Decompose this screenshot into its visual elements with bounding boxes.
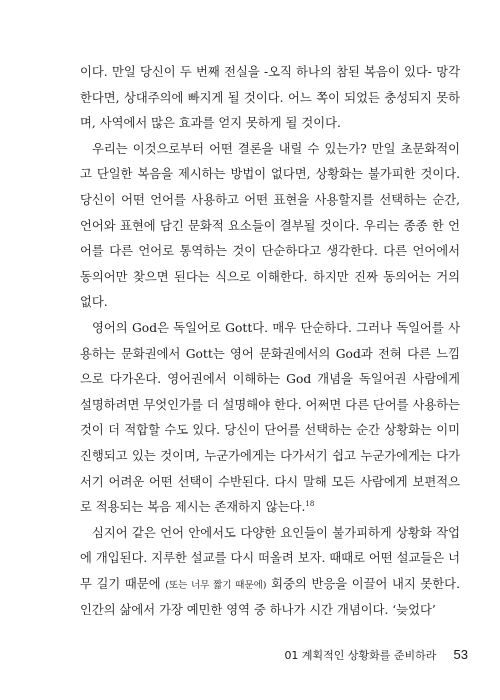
body-text bbox=[80, 60, 460, 624]
paragraph-4 bbox=[80, 521, 460, 624]
paragraph-4-aside: (또는 너무 짧기 때문에) bbox=[165, 579, 267, 591]
chapter-title: 01 계획적인 상황화를 준비하라 bbox=[284, 649, 437, 662]
paragraph-3-text: 영어의 God은 독일어로 Gott다. 매우 단순하다. 그러나 독일어를 사용하는 문화권에서 Gott는 영어 문화권에서의 God과 전혀 다른 느낌으로 다가온다. 영어권에서 이해하는 God 개념을 독일어권 사람에게 설명하려면 무엇인가를 더 설명해야 한다. 어쩌면 다른 단어를 사용하는 것이 더 적합할 수도 있다. 당신이 단어를 선택하는 순간 상황화는 이미 진행되고 있는 것이며, 누군가에게는 다가서기 쉽고 누군가에게는 다가서기 어려운 어떤 선택이 수반된다. 다시 말해 모든 사람에게 보편적으로 적용되는 복음 제시는 존재하지 않는다. bbox=[80, 320, 460, 515]
page-footer bbox=[284, 644, 468, 663]
paragraph-1: 이다. 만일 당신이 두 번째 전실을 -오직 하나의 참된 복음이 있다- 망각한다면, 상대주의에 빠지게 될 것이다. 어느 쪽이 되었든 충성되지 못하며, 사역에서 많은 효과를 얻지 못하게 될 것이다. bbox=[80, 65, 460, 131]
paragraph-4-text-a: 심지어 같은 언어 안에서도 다양한 요인들이 불가피하게 상황화 작업에 개입된다. 지루한 설교를 다시 떠올려 보자. 때때로 어떤 설교들은 너무 길기 때문에 bbox=[80, 525, 460, 591]
footnote-marker: 18 bbox=[305, 500, 315, 508]
paragraph-3 bbox=[80, 316, 460, 521]
paragraph-2: 우리는 이것으로부터 어떤 결론을 내릴 수 있는가? 만일 초문화적이고 단일한 복음을 제시하는 방법이 없다면, 상황화는 불가피한 것이다. 당신이 어떤 언어를 사용하고 어떤 표현을 사용할지를 선택하는 순간, 언어와 표현에 담긴 문화적 요소들이 결부될 것이다. 우리는 종종 한 언어를 다른 언어로 통역하는 것이 단순하다고 생각한다. 다른 언어에서 동의어만 찾으면 된다는 식으로 이해한다. 하지만 진짜 동의어는 거의 없다. bbox=[80, 141, 460, 310]
paragraph-4-text-b: 회중의 반응을 이끌어 내지 못한다. 인간의 삶에서 가장 예민한 영역 중 하나가 시간 개념이다. ‘늦었다’ bbox=[80, 576, 460, 618]
page-number: 53 bbox=[453, 647, 468, 662]
